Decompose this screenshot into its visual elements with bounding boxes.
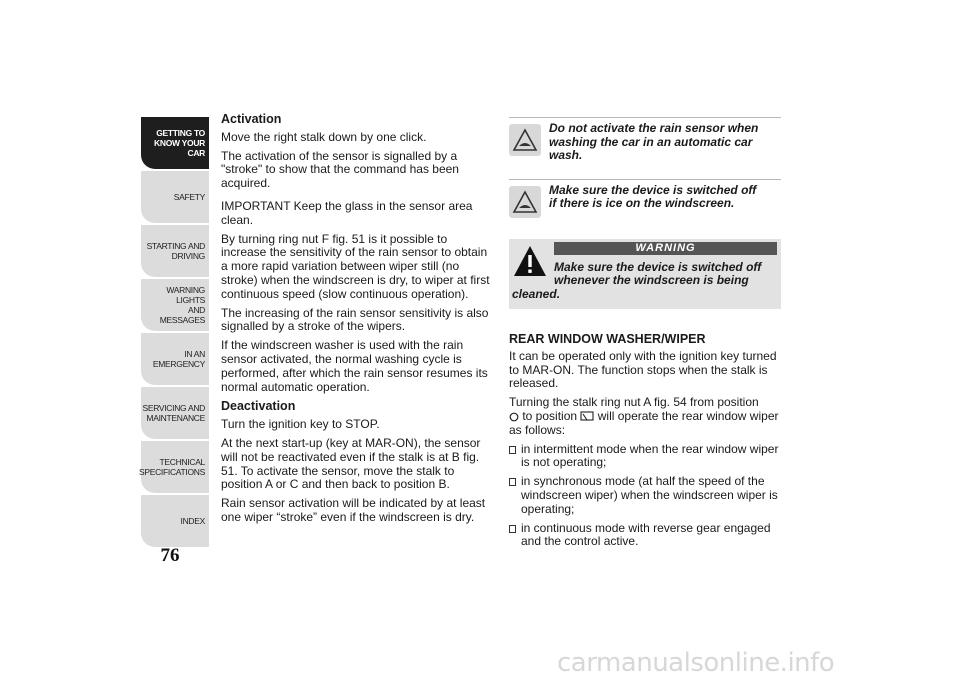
tab-safety[interactable]: SAFETY: [141, 171, 209, 223]
list-item: in continuous mode with reverse gear engaged and the control active.: [509, 522, 781, 550]
tab-in-an-emergency[interactable]: IN AN EMERGENCY: [141, 333, 209, 385]
paragraph: Rain sensor activation will be indicated by at least one wiper “stroke” even if the windscreen is dry.: [221, 496, 486, 524]
position-off-icon: [509, 412, 519, 422]
car-caution-icon: [509, 124, 541, 156]
warning-text: Make sure the device is switched off whenever the windscreen is being: [554, 259, 762, 287]
tab-index[interactable]: INDEX: [141, 495, 209, 547]
tab-warning-lights[interactable]: WARNING LIGHTS AND MESSAGES: [141, 279, 209, 331]
rear-wiper-heading: REAR WINDOW WASHER/WIPER: [509, 332, 706, 346]
checkbox-bullet-icon: [509, 478, 516, 486]
rear-wiper-icon: [580, 411, 594, 422]
checkbox-bullet-icon: [509, 525, 516, 533]
watermark: carmanualsonline.info: [557, 648, 835, 678]
page-number: 76: [160, 545, 180, 566]
car-caution-icon: [509, 186, 541, 218]
paragraph: Turn the ignition key to STOP.: [221, 417, 380, 432]
list-item: in intermittent mode when the rear window wiper is not operating;: [509, 443, 781, 471]
paragraph: The increasing of the rain sensor sensitivity is also signalled by a stroke of the wipers.: [221, 305, 489, 334]
paragraph: It can be operated only with the ignition key turned to MAR-ON. The function stops when the stalk is released.: [509, 348, 777, 391]
rear-wiper-section: [509, 333, 781, 549]
right-column: [509, 117, 781, 554]
chapter-sidebar: [138, 117, 209, 549]
paragraph: By turning ring nut F fig. 51 is it possible to increase the sensitivity of the rain sensor to obtain a more rapid variation between wiper still (no stroke) when the windscreen is dry, to wiper at first continuous speed (slow continuous operation).: [221, 231, 490, 301]
warning-box: [509, 239, 781, 310]
note-text: Make sure the device is switched off if there is ice on the windscreen.: [549, 182, 757, 210]
paragraph: Move the right stalk down by one click.: [221, 129, 427, 144]
paragraph: At the next start-up (key at MAR-ON), the sensor will not be reactivated even if the stalk is at B fig. 51. To activate the sensor, move the stalk to position A or C and then back to position B.: [221, 435, 481, 492]
paragraph: If the windscreen washer is used with the rain sensor activated, the normal washing cycle is performed, after which the rain sensor resumes its normal automatic operation.: [221, 338, 488, 394]
text-span: to position: [522, 408, 578, 423]
text-span: Turning the stalk ring nut A fig. 54 from position: [509, 395, 759, 410]
text-span: will operate the rear window wiper as follows:: [509, 408, 779, 437]
left-column: [221, 113, 491, 530]
list-item: in synchronous mode (at half the speed of the windscreen wiper) when the windscreen wiper is operating;: [509, 475, 781, 516]
tab-getting-to-know-your-car[interactable]: GETTING TO KNOW YOUR CAR: [141, 117, 209, 169]
note-box: [509, 179, 781, 231]
tab-servicing-and-maintenance[interactable]: SERVICING AND MAINTENANCE: [141, 387, 209, 439]
deactivation-heading: Deactivation: [221, 399, 296, 414]
note-box: [509, 117, 781, 173]
paragraph: [509, 396, 781, 437]
rear-wiper-mode-list: [509, 443, 781, 550]
checkbox-bullet-icon: [509, 446, 516, 454]
warning-label: WARNING: [554, 242, 777, 255]
paragraph: The activation of the sensor is signalled by a "stroke" to show that the command has been acquired.: [221, 148, 459, 191]
tab-technical-specifications[interactable]: TECHNICAL SPECIFICATIONS: [141, 441, 209, 493]
note-text: Do not activate the rain sensor when washing the car in an automatic car wash.: [549, 121, 759, 162]
warning-text-continued: cleaned.: [512, 286, 561, 301]
tab-starting-and-driving[interactable]: STARTING AND DRIVING: [141, 225, 209, 277]
warning-triangle-icon: [512, 243, 548, 279]
paragraph: IMPORTANT Keep the glass in the sensor area clean.: [221, 198, 473, 227]
activation-heading: Activation: [221, 112, 282, 126]
